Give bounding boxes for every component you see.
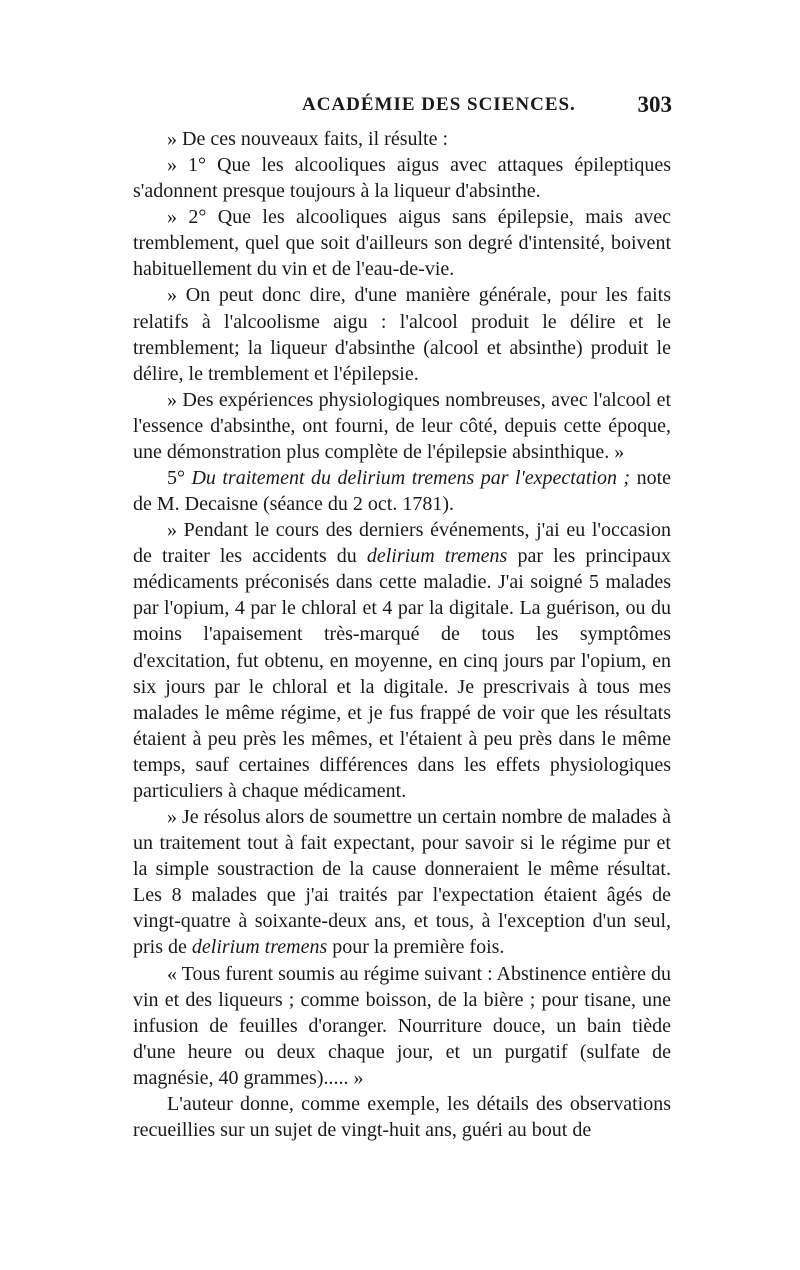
paragraph [133, 204, 671, 282]
paragraph [133, 517, 671, 804]
text-run: L'auteur donne, comme exemple, les détails des observations recueillies sur un sujet de vingt-huit ans, guéri au bout de [133, 1092, 671, 1141]
text-run: » Je résolus alors de soumettre un certain nombre de malades à un traitement tout à fait expectant, pour savoir si le régime pur et la simple soustraction de la cause donneraient le même résultat. Les 8 malades que j'ai traités par l'expectation étaient âgés de vingt-quatre à soixante-deux ans, et tous, à l'exception d'un seul, pris de [133, 806, 671, 959]
italic-term: delirium tremens [191, 936, 328, 959]
text-run: pour la première fois. [327, 936, 505, 959]
text-run: « Tous furent soumis au régime suivant : Abstinence entière du vin et des liqueurs ; comme boisson, de la bière ; pour tisane, une infusion de feuilles d'oranger. Nourriture douce, un bain tiède d'une heure ou deux chaque jour, et un purgatif (sulfate de magnésie, 40 grammes)..... » [133, 962, 671, 1089]
running-header [132, 94, 672, 124]
italic-title: Du traitement du delirium tremens par l'expectation ; [191, 467, 631, 490]
section-heading-paragraph [133, 465, 671, 517]
text-run: note de M. Decaisne (séance du 2 oct. 1781). [133, 467, 671, 516]
paragraph [133, 1091, 671, 1143]
paragraph [133, 282, 671, 386]
paragraph [133, 387, 671, 465]
italic-term: delirium tremens [366, 545, 508, 568]
text-run: » 2° Que les alcooliques aigus sans épilepsie, mais avec tremblement, quel que soit d'ailleurs son degré d'intensité, boivent habituellement du vin et de l'eau-de-vie. [133, 206, 671, 281]
text-run: » De ces nouveaux faits, il résulte : [167, 128, 449, 150]
paragraph [133, 152, 671, 204]
text-run: par les principaux médicaments préconisés dans cette maladie. J'ai soigné 5 malades par l'opium, 4 par le chloral et 4 par la digitale. La guérison, ou du moins l'apaisement très-marqué de tous les symptômes d'excitation, fut obtenu, en moyenne, en cinq jours par l'opium, en six jours par le chloral et la digitale. Je prescrivais à tous mes malades le même régime, et je fus frappé de voir que les résultats étaient à peu près les mêmes, et l'étaient à peu près dans le même temps, sauf certaines différences dans les effets physiologiques particuliers à chaque médicament. [133, 545, 671, 802]
text-run: 5° [167, 467, 192, 490]
body-text [133, 126, 671, 1143]
running-title: ACADÉMIE DES SCIENCES. [302, 94, 576, 115]
paragraph [133, 804, 671, 960]
text-run: » On peut donc dire, d'une manière générale, pour les faits relatifs à l'alcoolisme aigu : l'alcool produit le délire et le tremblement; la liqueur d'absinthe (alcool et absinthe) produit le délire, le tremblement et l'épilepsie. [133, 284, 671, 385]
text-run: » Pendant le cours des derniers événements, j'ai eu l'occasion de traiter les accidents du [133, 519, 671, 568]
page-number: 303 [637, 92, 672, 117]
paragraph [133, 126, 671, 152]
paragraph [133, 961, 671, 1091]
text-run: » Des expériences physiologiques nombreuses, avec l'alcool et l'essence d'absinthe, ont fourni, de leur côté, depuis cette époque, une démonstration plus complète de l'épilepsie absinthique. » [133, 388, 671, 463]
text-run: » 1° Que les alcooliques aigus avec attaques épileptiques s'adonnent presque toujours à la liqueur d'absinthe. [133, 154, 671, 203]
